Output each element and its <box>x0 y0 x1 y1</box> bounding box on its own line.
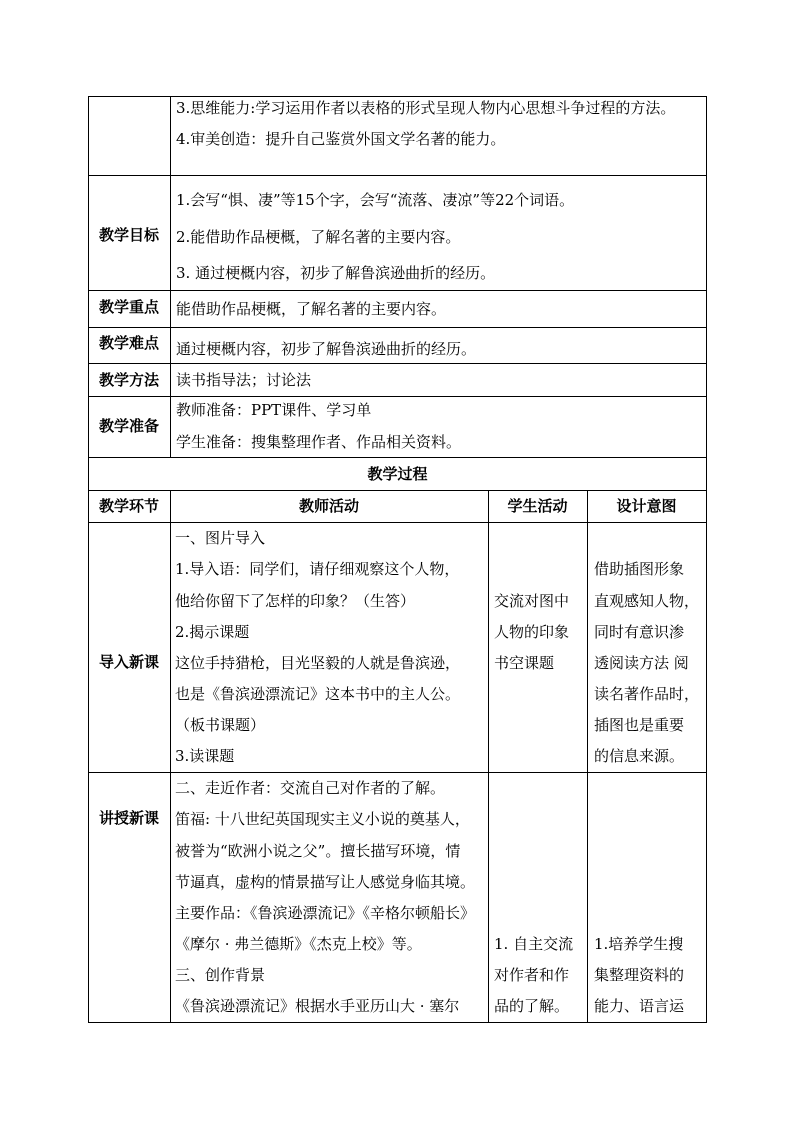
student-activity-line: 品的了解。 <box>494 997 570 1015</box>
teacher-activity-line: 三、创作背景 <box>175 966 266 984</box>
row-divider <box>88 396 707 397</box>
key-point-label: 教学重点 <box>98 298 159 316</box>
goal-item: 3. 通过梗概内容，初步了解鲁滨逊曲折的经历。 <box>176 264 496 282</box>
stage-label: 讲授新课 <box>98 809 159 827</box>
design-intent-line: 1.培养学生搜 <box>594 935 684 953</box>
design-intent-line: 集整理资料的 <box>594 966 685 984</box>
table-top-border <box>88 96 707 97</box>
design-intent-line: 借助插图形象 <box>594 560 685 578</box>
key-point-text: 能借助作品梗概，了解名著的主要内容。 <box>176 300 447 318</box>
header-student-activity: 学生活动 <box>507 497 568 515</box>
teacher-activity-line: 3.读课题 <box>175 747 235 765</box>
student-preparation: 学生准备：搜集整理作者、作品相关资料。 <box>176 433 462 451</box>
row-divider <box>88 457 707 458</box>
student-column-divider <box>587 490 588 1023</box>
design-intent-line: 同时有意识渗 <box>594 623 685 641</box>
stage-column-divider <box>170 490 171 1023</box>
row-divider <box>88 363 707 364</box>
student-activity-line: 1. 自主交流 <box>494 935 574 953</box>
difficulty-text: 通过梗概内容，初步了解鲁滨逊曲折的经历。 <box>176 340 477 358</box>
teacher-activity-line: 《鲁滨逊漂流记》根据水手亚历山大 · 塞尔 <box>175 997 460 1015</box>
row-divider <box>88 175 707 176</box>
design-intent-line: 插图也是重要 <box>594 716 685 734</box>
teacher-activity-line: 2.揭示课题 <box>175 623 250 641</box>
teacher-column-divider <box>488 490 489 1023</box>
teacher-activity-line: 他给你留下了怎样的印象？（生答） <box>175 592 416 610</box>
student-activity-line: 人物的印象 <box>494 623 570 641</box>
student-activity-line: 书空课题 <box>494 654 555 672</box>
goal-item: 1.会写“惧、凄”等15个字，会写“流落、凄凉”等22个词语。 <box>176 191 575 209</box>
goal-item: 2.能借助作品梗概，了解名著的主要内容。 <box>176 228 461 246</box>
header-stage: 教学环节 <box>98 497 159 515</box>
student-activity-line: 交流对图中 <box>494 592 570 610</box>
header-design-intent: 设计意图 <box>616 497 677 515</box>
process-title: 教学过程 <box>367 465 428 483</box>
table-right-border <box>706 96 707 1023</box>
row-divider <box>88 772 707 773</box>
row-divider <box>88 490 707 491</box>
teacher-activity-line: 这位手持猎枪，目光坚毅的人就是鲁滨逊， <box>175 654 461 672</box>
teacher-activity-line: 笛福: 十八世纪英国现实主义小说的奠基人， <box>175 810 470 828</box>
teacher-activity-line: 被誉为“欧洲小说之父”。擅长描写环境，情 <box>175 842 461 860</box>
row-divider <box>88 327 707 328</box>
teacher-preparation: 教师准备：PPT课件、学习单 <box>176 401 372 419</box>
method-text: 读书指导法；讨论法 <box>176 371 312 389</box>
table-bottom-border <box>88 1022 707 1023</box>
objective-line-4: 4.审美创造：提升自己鉴赏外国文学名著的能力。 <box>176 130 506 148</box>
stage-label: 导入新课 <box>98 653 159 671</box>
teacher-activity-line: 二、走近作者：交流自己对作者的了解。 <box>175 779 446 797</box>
teacher-activity-line: 1.导入语：同学们，请仔细观察这个人物， <box>175 560 460 578</box>
row-divider <box>88 290 707 291</box>
teacher-activity-line: 《摩尔 · 弗兰德斯》《杰克上校》等。 <box>175 935 422 953</box>
header-teacher-activity: 教师活动 <box>298 497 359 515</box>
teacher-activity-line: 一、图片导入 <box>175 529 266 547</box>
goals-label: 教学目标 <box>98 226 159 244</box>
row-divider <box>88 522 707 523</box>
objective-line-3: 3.思维能力:学习运用作者以表格的形式呈现人物内心思想斗争过程的方法。 <box>176 99 676 117</box>
design-intent-line: 的信息来源。 <box>594 747 685 765</box>
design-intent-line: 读名著作品时， <box>594 685 700 703</box>
teacher-activity-line: 主要作品：《鲁滨逊漂流记》《辛格尔顿船长》 <box>175 904 476 922</box>
student-activity-line: 对作者和作 <box>494 966 570 984</box>
label-column-divider <box>170 96 171 458</box>
design-intent-line: 直观感知人物， <box>594 592 700 610</box>
design-intent-line: 能力、语言运 <box>594 997 685 1015</box>
difficulty-label: 教学难点 <box>98 334 159 352</box>
method-label: 教学方法 <box>98 371 159 389</box>
preparation-label: 教学准备 <box>98 417 159 435</box>
teacher-activity-line: 也是《鲁滨逊漂流记》这本书中的主人公。 <box>175 685 461 703</box>
design-intent-line: 透阅读方法 阅 <box>594 654 689 672</box>
teacher-activity-line: （板书课题） <box>175 716 266 734</box>
teacher-activity-line: 节逼真，虚构的情景描写让人感觉身临其境。 <box>175 873 476 891</box>
